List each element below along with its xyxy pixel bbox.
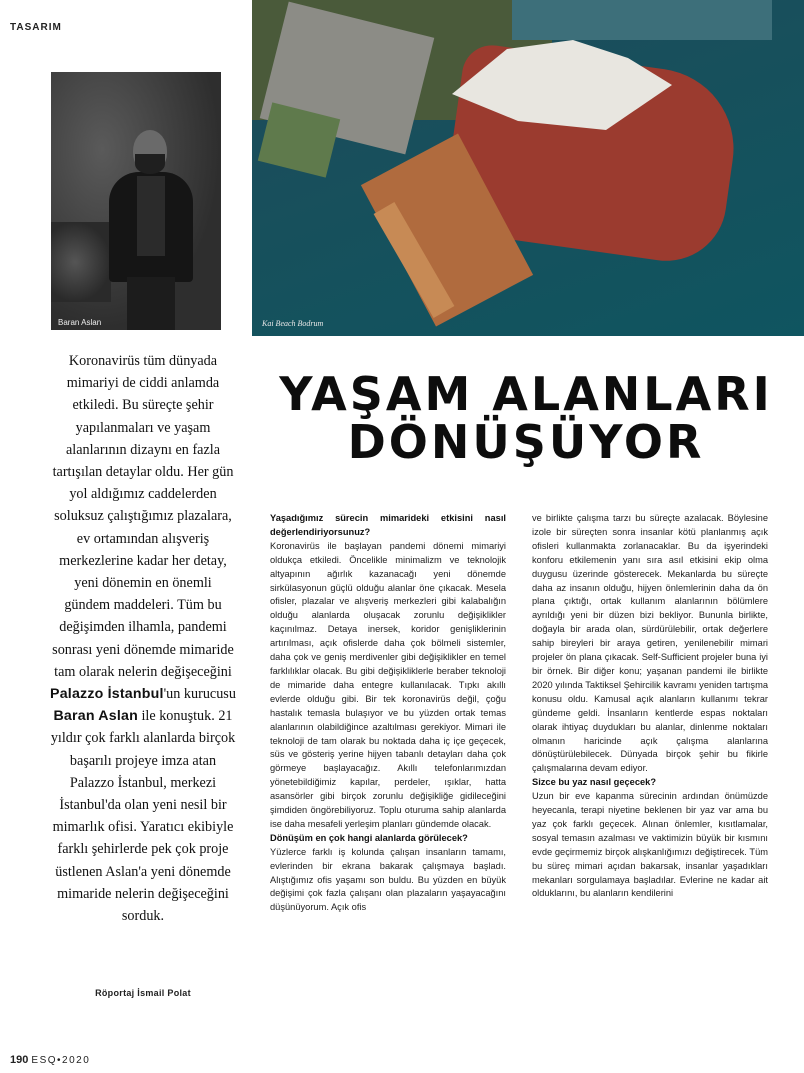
page-number: 190 [10,1054,29,1066]
page-footer [10,1054,90,1066]
question-2: Dönüşüm en çok hangi alanlarda görülecek? [270,832,468,843]
intro-text [50,350,236,927]
photo-person-beard [135,154,165,174]
intro-name: Baran Aslan [53,708,138,725]
byline: Röportaj İsmail Polat [95,988,191,998]
magazine-name: ESQ•2020 [31,1055,91,1066]
article-column-1 [270,512,506,915]
answer-3: Uzun bir eve kapanma sürecinin ardından önümüzde heyecanla, terapi niyetine beklenen bir yaz var ama bu yaz çok farklı geçecek. Alınan önlemler, kısıtlamalar, sosyal temasın azalması ve vaktimizin büyük bir kısmını evde geçirmemiz birçok alışkanlığımızı değiştirecek. Tüm bu süreç mimari açıdan bakarsak, insanlar yaşadıkları mekanları sorgulamaya başladılar. Evlerine ne kadar ait olduklarını, bu alanların kendilerini [532,791,768,899]
photo-pool-area [512,0,772,40]
headline [262,367,790,469]
article-column-2 [532,512,768,901]
headline-line2: DÖNÜŞÜYOR [347,415,705,469]
portrait-photo [51,72,221,330]
intro-company: Palazzo İstanbul [50,686,164,703]
question-1: Yaşadığımız sürecin mimarideki etkisini nasıl değerlendiriyorsunuz? [270,513,506,537]
answer-2-continued: ve birlikte çalışma tarzı bu süreçte azalacak. Böylesine izole bir süreçten sonra insanlar kötü planlanmış açık ofisleri kullanmakta zorlanacaklar. Bu da işyerindeki konforu etkilemenin yanı sıra asıl etkisini ekip olma duygusu üzerinde gösterecek. Mekanlarda bu süreçte daha az insanın olduğu, hijyen önlemlerinin daha da ön plana çıktığı, ortak kullanım alanlarının bölümlere ayrıldığı yeni bir düzen bizi bekliyor. Bununla birlikte, doğayla bir arada olan, sürdürülebilir, ortak değerlere sahip bireyleri bir araya getiren, yenilenebilir mimari projeler ön plana çıkacak. Self-Sufficient projeler buna iyi bir örnek. Bir diğer konu; yaşanan pandemi ile birlikte 2020 yılında Taktiksel Şehircilik kavramı yeniden tartışma konusu oldu. Kamusal açık alanların kullanımı tekrar gündeme geldi. İnsanların kentlerde espas noktaları olarak ihtiyaç duydukları bu alanlar, dinlenme noktaları olmanın haricinde açık çalışma alanlarına dönüştürülebilecek. Dünyada birçok şehir bu fikirle çalışmalarına devam ediyor. [532,513,768,774]
photo-person-shirt [137,176,165,256]
photo-person-legs [127,277,175,330]
answer-1: Koronavirüs ile başlayan pandemi dönemi mimariyi oldukça etkiledi. Öncelikle minimalizm ve teknolojik altyapının ağırlık kazanacağı yeni dönemde sirkülasyonun güçlü olduğu alanlar öne çıkacak. Mesela ofisler, plazalar ve alışveriş merkezleri gibi kalabalığın olduğu alanlarda oluşacak zorunlu değişiklikler kaçınılmaz. Detaya inersek, koridor genişliklerinin artırılması, açık ofislerde daha çok bölmeli sistemler, daha çok ve geniş merdivenler gibi değişiklikler en temel farklılıklar olacak. Bu gibi değişikliklerle beraber teknoloji de mimaride daha entegre kullanılacak. Tıpkı akıllı evlerde olduğu gibi. Bir tek koronavirüs değil, çoğu hastalık temasla bulaşıyor ve bu yüzden ortak temas alanlarının olabildiğince azaltılması gerekiyor. Mimari ile teknoloji de tam olarak bu noktada daha iç içe geçecek, süs ve gösteriş yerine hijyen tabanlı detayları daha çok görmeye başlayacağız. Akıllı telefonlarımızdan yönetebildiğimiz kapılar, perdeler, ışıklar, hatta asansörler gibi birçok zorunlu değişikliğe gidileceğini şimdiden öngörebiliyoruz. Toplu oturuma sahip alanlarda ise daha mesafeli yerleşim planları gündemde olacak. [270,540,506,829]
photo-plant [51,222,111,302]
intro-part1: Koronavirüs tüm dünyada mimariyi de ciddi anlamda etkiledi. Bu süreçte şehir yapılanmaları ve yaşam alanlarının dizaynı en fazla tartışılan detaylar oldu. Her gün yol aldığımız caddelerden soluksuz çalıştığımız plazalara, ev ortamından alışveriş merkezlerine kadar her detay, yeni dönemin en önemli gündem maddeleri. Tüm bu değişimden ilhamla, pandemi sonrası yeni dönemde mimaride tam olarak nelerin değişeceğini [52,353,234,680]
answer-2: Yüzlerce farklı iş kolunda çalışan insanların tamamı, evlerinden bir ekrana bakarak çalışmaya başladı. Alıştığımız ofis yaşamı son buldu. Bu yüzden en büyük değişimi çok fazla çalışanı olan plazaların yaşayacağını düşünüyorum. Açık ofis [270,846,506,913]
aerial-caption: Kai Beach Bodrum [262,319,324,328]
section-tag: TASARIM [10,22,62,33]
intro-part3: ile konuştuk. 21 yıldır çok farklı alanlarda birçok başarılı projeye imza atan Palazzo İstanbul, merkezi İstanbul'da olan yeni nesil bir mimarlık ofisi. Yaratıcı ekibiyle farklı şehirlerde pek çok proje üstlenen Aslan'a yeni dönemde mimaride nelerin değişeceğini sorduk. [50,708,236,925]
aerial-photo [252,0,804,336]
portrait-caption: Baran Aslan [58,318,102,327]
question-3: Sizce bu yaz nasıl geçecek? [532,777,657,788]
intro-part2: 'un kurucusu [163,686,236,703]
headline-line1: YAŞAM ALANLARI [279,367,773,421]
